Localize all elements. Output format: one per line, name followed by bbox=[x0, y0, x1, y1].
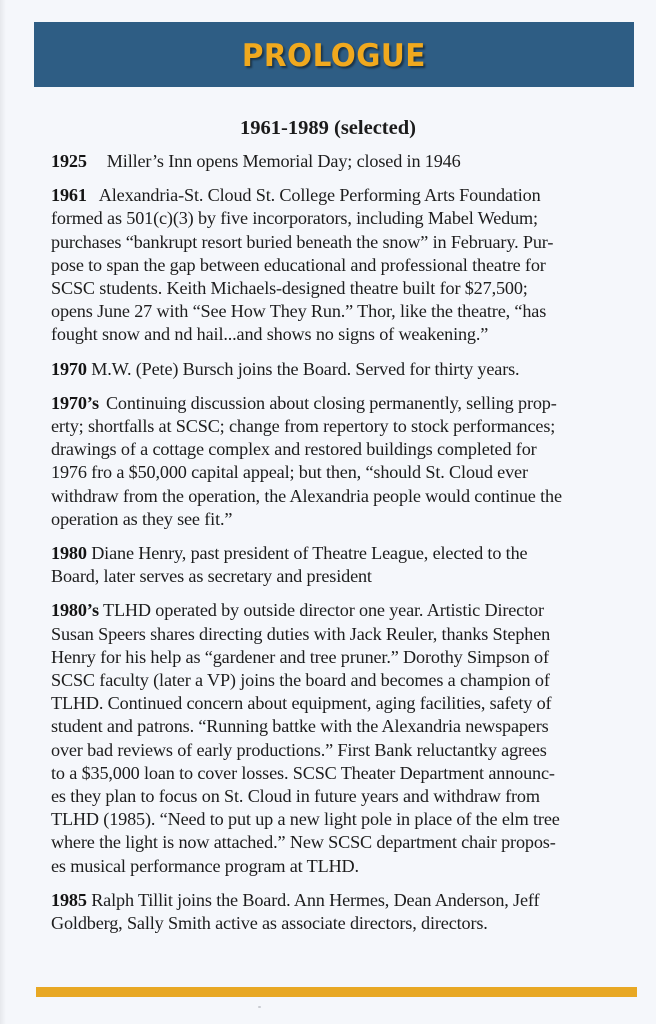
entry-text: Alexandria-St. Cloud St. College Performing Arts Foundation bbox=[98, 185, 541, 206]
entry-text: Susan Speers shares directing duties with Jack Reuler, thanks Stephen bbox=[51, 623, 551, 644]
entry-line bbox=[51, 542, 636, 565]
footer-rule bbox=[36, 987, 637, 997]
timeline-entry-1961 bbox=[51, 184, 636, 346]
entry-text: drawings of a cottage complex and restored buildings completed for bbox=[51, 439, 537, 460]
entry-line bbox=[51, 889, 636, 912]
timeline-entry-1980 bbox=[51, 542, 636, 588]
entry-text: Board, later serves as secretary and president bbox=[51, 566, 372, 587]
header-banner bbox=[34, 22, 634, 87]
timeline-entry-1925 bbox=[51, 150, 636, 173]
entry-line bbox=[51, 150, 636, 173]
entry-line bbox=[51, 358, 636, 381]
entry-text: es they plan to focus on St. Cloud in future years and withdraw from bbox=[51, 786, 540, 807]
entry-text: erty; shortfalls at SCSC; change from repertory to stock performances; bbox=[51, 416, 556, 437]
entry-text: withdraw from the operation, the Alexandria people would continue the bbox=[51, 485, 562, 506]
entry-text: M.W. (Pete) Bursch joins the Board. Served for thirty years. bbox=[91, 358, 520, 379]
timeline-entry-1970s bbox=[51, 392, 636, 531]
timeline-entry-1980s bbox=[51, 599, 636, 877]
entry-text: Miller’s Inn opens Memorial Day; closed in 1946 bbox=[106, 151, 461, 171]
timeline-list bbox=[51, 150, 636, 946]
entry-year: 1970 bbox=[51, 358, 87, 379]
entry-text: purchases “bankrupt resort buried beneath the snow” in February. Pur- bbox=[51, 231, 554, 252]
entry-text: opens June 27 with “See How They Run.” Thor, like the theatre, “has bbox=[51, 301, 547, 322]
timeline-entry-1985 bbox=[51, 889, 636, 935]
entry-year: 1985 bbox=[51, 889, 87, 910]
entry-text: Goldberg, Sally Smith active as associate directors, directors. bbox=[51, 913, 488, 934]
entry-text: TLHD (1985). “Need to put up a new light pole in place of the elm tree bbox=[51, 809, 560, 830]
entry-text: pose to span the gap between educational and professional theatre for bbox=[51, 254, 546, 275]
timeline-entry-1970 bbox=[51, 358, 636, 381]
entry-year: 1970’s bbox=[51, 392, 99, 413]
entry-text: fought snow and nd hail...and shows no signs of weakening.” bbox=[51, 324, 489, 345]
entry-text: TLHD. Continued concern about equipment, aging facilities, safety of bbox=[51, 693, 552, 714]
entry-line bbox=[51, 392, 636, 415]
entry-line bbox=[51, 599, 636, 622]
entry-text: Continuing discussion about closing permanently, selling prop- bbox=[105, 392, 557, 413]
entry-text: 1976 fro a $50,000 capital appeal; but then, “should St. Cloud ever bbox=[51, 462, 528, 483]
entry-year: 1980 bbox=[51, 543, 87, 564]
entry-text: student and patrons. “Running battke with the Alexandria newspapers bbox=[51, 716, 549, 737]
scan-speck bbox=[258, 1006, 261, 1008]
page-title: PROLOGUE bbox=[241, 37, 427, 74]
page-edge-shadow bbox=[0, 0, 6, 1024]
entry-text: SCSC students. Keith Michaels-designed theatre built for $27,500; bbox=[51, 278, 528, 299]
entry-text: over bad reviews of early productions.” First Bank reluctantky agrees bbox=[51, 739, 547, 760]
entry-text: es musical performance program at TLHD. bbox=[51, 855, 359, 876]
entry-text: formed as 501(c)(3) by five incorporators, including Mabel Wedum; bbox=[51, 208, 538, 229]
entry-text: operation as they see fit.” bbox=[51, 508, 233, 529]
entry-text: Ralph Tillit joins the Board. Ann Hermes, Dean Anderson, Jeff bbox=[91, 889, 540, 910]
entry-year: 1925 bbox=[51, 151, 87, 171]
entry-text: to a $35,000 loan to cover losses. SCSC Theater Department announc- bbox=[51, 762, 555, 783]
entry-year: 1980’s bbox=[51, 600, 99, 621]
entry-text: TLHD operated by outside director one year. Artistic Director bbox=[103, 600, 544, 621]
entry-year: 1961 bbox=[51, 185, 87, 206]
entry-text: Diane Henry, past president of Theatre League, elected to the bbox=[91, 543, 528, 564]
entry-text: Henry for his help as “gardener and tree pruner.” Dorothy Simpson of bbox=[51, 646, 549, 667]
entry-text: where the light is now attached.” New SCSC department chair propos- bbox=[51, 832, 556, 853]
entry-line bbox=[51, 184, 636, 207]
section-subtitle: 1961-1989 (selected) bbox=[240, 117, 416, 139]
entry-text: SCSC faculty (later a VP) joins the board and becomes a champion of bbox=[51, 670, 550, 691]
